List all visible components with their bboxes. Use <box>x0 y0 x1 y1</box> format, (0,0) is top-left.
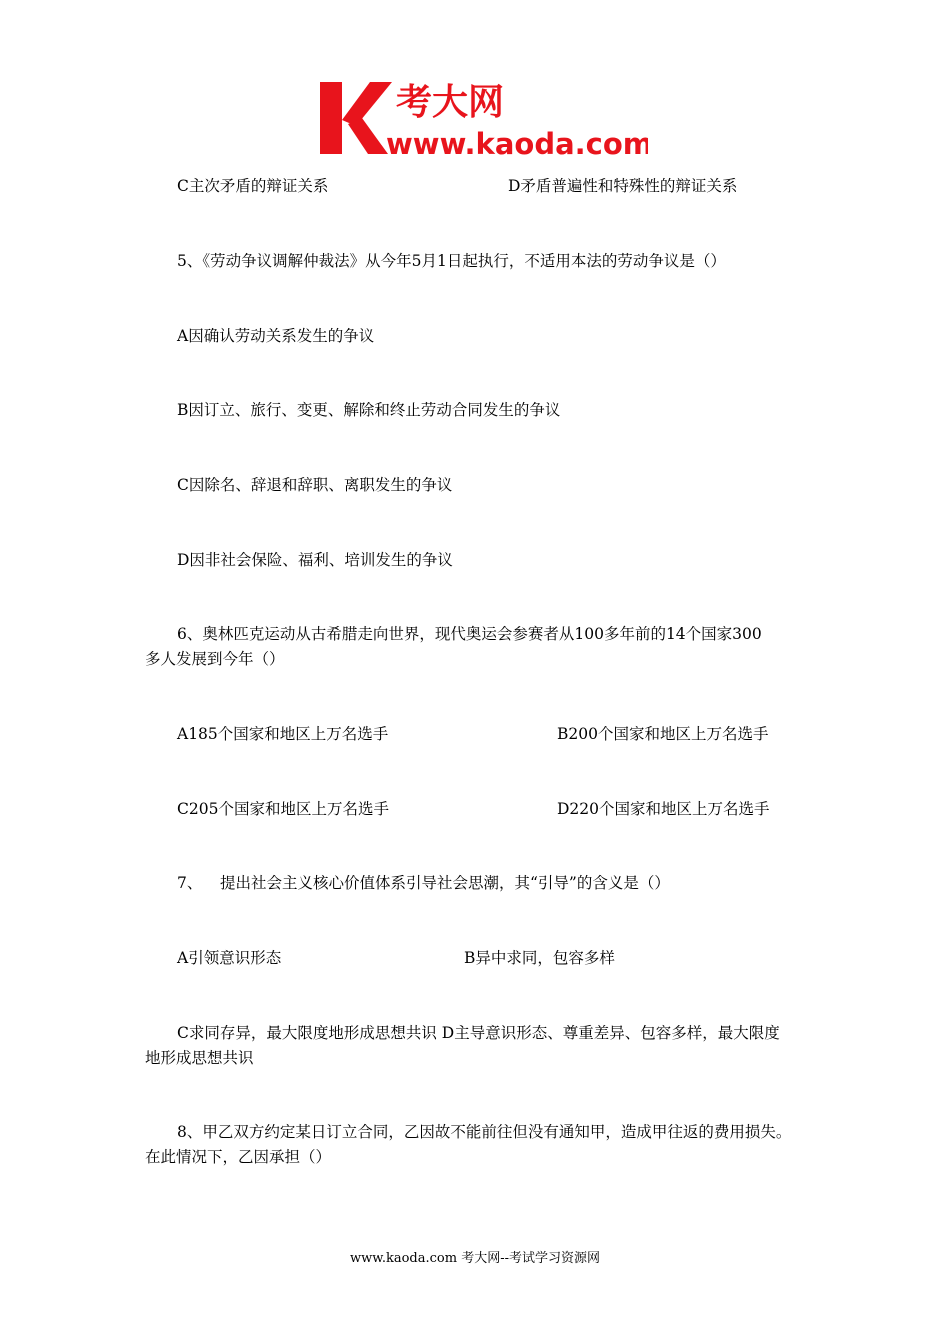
kaoda-k-icon <box>318 78 648 160</box>
q7-options-cd-line1: C求同存异，最大限度地形成思想共识 D主导意识形态、尊重差异、包容多样，最大限度 <box>177 1024 780 1042</box>
q6-option-c: C205个国家和地区上万名选手 <box>177 800 389 818</box>
logo-brand-cn: 考大网 <box>396 82 505 123</box>
q6-option-a: A185个国家和地区上万名选手 <box>177 725 389 743</box>
q7-option-b: B异中求同，包容多样 <box>464 949 615 967</box>
q5-option-c: C因除名、辞退和辞职、离职发生的争议 <box>177 476 453 494</box>
q7-option-a: A引领意识形态 <box>177 949 282 967</box>
q4-option-d: D矛盾普遍性和特殊性的辩证关系 <box>508 177 738 195</box>
q6-stem-line2: 多人发展到今年（） <box>145 650 285 668</box>
q5-option-a: A因确认劳动关系发生的争议 <box>177 327 375 345</box>
q5-option-d: D因非社会保险、福利、培训发生的争议 <box>177 551 453 569</box>
q6-option-d: D220个国家和地区上万名选手 <box>557 800 770 818</box>
q7-stem: 提出社会主义核心价值体系引导社会思潮，其“引导”的含义是（） <box>220 874 670 892</box>
q8-stem-line1: 8、甲乙双方约定某日订立合同，乙因故不能前往但没有通知甲，造成甲往返的费用损失。 <box>177 1123 792 1141</box>
q7-number: 7、 <box>177 874 203 892</box>
q5-option-b: B因订立、旅行、变更、解除和终止劳动合同发生的争议 <box>177 401 561 419</box>
q6-stem-line1: 6、奥林匹克运动从古希腊走向世界，现代奥运会参赛者从100多年前的14个国家300 <box>177 625 762 643</box>
q6-option-b: B200个国家和地区上万名选手 <box>557 725 769 743</box>
logo-brand-url: www.kaoda.com <box>386 127 648 160</box>
kaoda-logo[interactable] <box>318 78 648 160</box>
q8-stem-line2: 在此情况下，乙因承担（） <box>145 1148 332 1166</box>
q4-option-c: C主次矛盾的辩证关系 <box>177 177 329 195</box>
page-footer: www.kaoda.com 考大网--考试学习资源网 <box>350 1251 600 1266</box>
q7-options-cd-line2: 地形成思想共识 <box>145 1049 254 1067</box>
q5-stem: 5、《劳动争议调解仲裁法》从今年5月1日起执行，不适用本法的劳动争议是（） <box>177 252 726 270</box>
